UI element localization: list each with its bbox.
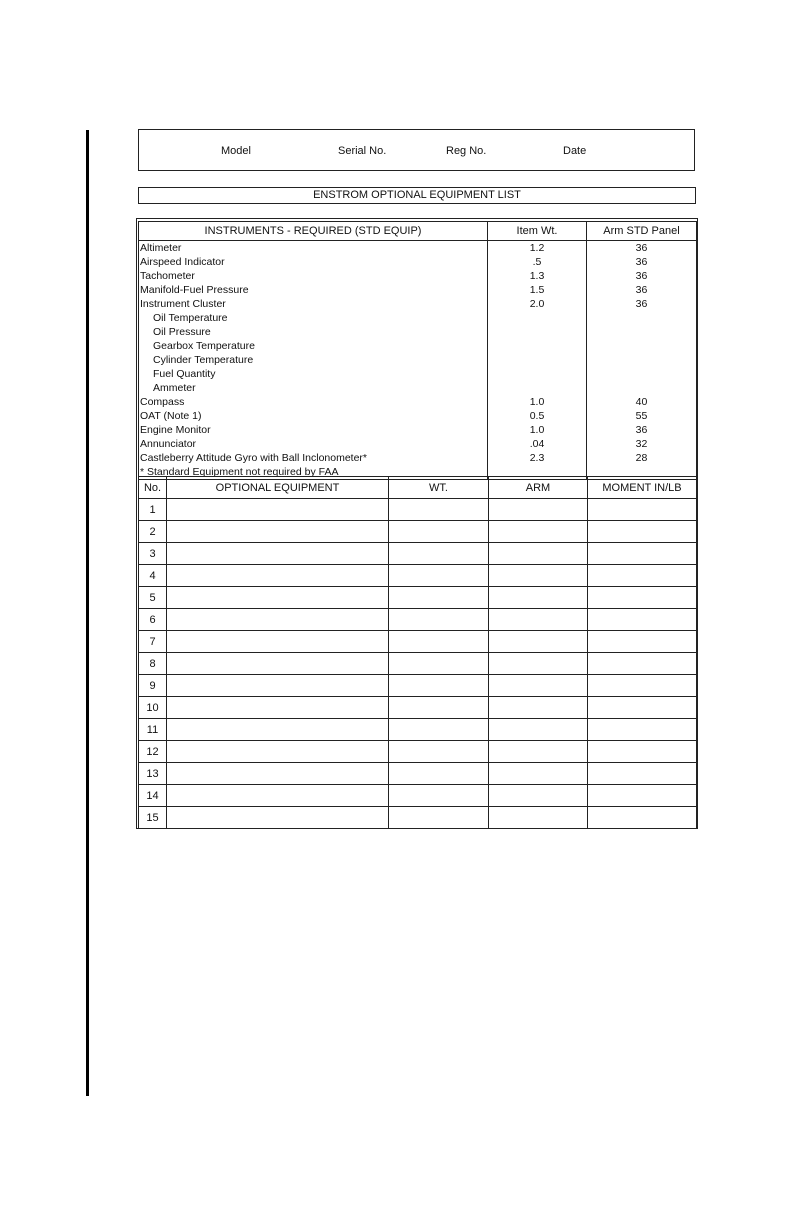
instrument-row xyxy=(139,367,697,381)
row-number: 9 xyxy=(139,675,167,697)
weight-entry-cell[interactable] xyxy=(389,675,489,697)
instrument-arm: 36 xyxy=(587,423,697,437)
instrument-weight: 1.0 xyxy=(488,423,587,437)
instrument-row xyxy=(139,311,697,325)
instrument-row xyxy=(139,255,697,269)
instrument-name: Oil Pressure xyxy=(139,325,488,339)
moment-entry-cell[interactable] xyxy=(588,565,697,587)
instrument-row xyxy=(139,437,697,451)
weight-entry-cell[interactable] xyxy=(389,785,489,807)
instrument-weight xyxy=(488,325,587,339)
row-number: 8 xyxy=(139,653,167,675)
optional-equipment-row xyxy=(139,697,697,719)
optional-equipment-row xyxy=(139,521,697,543)
instrument-weight xyxy=(488,339,587,353)
instrument-weight: 2.0 xyxy=(488,297,587,311)
instrument-arm xyxy=(587,339,697,353)
instrument-name: Annunciator xyxy=(139,437,488,451)
instrument-name: OAT (Note 1) xyxy=(139,409,488,423)
equipment-entry-cell[interactable] xyxy=(167,653,389,675)
equipment-entry-cell[interactable] xyxy=(167,587,389,609)
optional-equipment-row xyxy=(139,499,697,521)
row-number: 4 xyxy=(139,565,167,587)
moment-entry-cell[interactable] xyxy=(588,697,697,719)
registration-number-label: Reg No. xyxy=(446,145,487,157)
instrument-arm: 55 xyxy=(587,409,697,423)
instrument-row xyxy=(139,451,697,465)
optional-equipment-row xyxy=(139,631,697,653)
instrument-weight xyxy=(488,353,587,367)
required-instruments-table xyxy=(138,221,697,480)
instrument-name: Engine Monitor xyxy=(139,423,488,437)
moment-entry-cell[interactable] xyxy=(588,609,697,631)
instrument-weight: 1.0 xyxy=(488,395,587,409)
instrument-weight: 2.3 xyxy=(488,451,587,465)
weight-entry-cell[interactable] xyxy=(389,697,489,719)
optional-equipment-column-header: OPTIONAL EQUIPMENT xyxy=(167,477,389,499)
instrument-arm: 36 xyxy=(587,283,697,297)
instrument-arm: 36 xyxy=(587,269,697,283)
instrument-row xyxy=(139,339,697,353)
arm-entry-cell[interactable] xyxy=(489,653,588,675)
weight-entry-cell[interactable] xyxy=(389,609,489,631)
moment-entry-cell[interactable] xyxy=(588,741,697,763)
instrument-name: Tachometer xyxy=(139,269,488,283)
weight-column-header: WT. xyxy=(389,477,489,499)
optional-equipment-row xyxy=(139,741,697,763)
instrument-name: Compass xyxy=(139,395,488,409)
instrument-weight xyxy=(488,311,587,325)
instrument-row xyxy=(139,395,697,409)
row-number: 5 xyxy=(139,587,167,609)
row-number: 11 xyxy=(139,719,167,741)
optional-equipment-row xyxy=(139,675,697,697)
instrument-arm: 36 xyxy=(587,255,697,269)
instrument-weight: 1.3 xyxy=(488,269,587,283)
optional-equipment-row xyxy=(139,609,697,631)
moment-entry-cell[interactable] xyxy=(588,543,697,565)
moment-entry-cell[interactable] xyxy=(588,631,697,653)
arm-entry-cell[interactable] xyxy=(489,543,588,565)
instrument-arm xyxy=(587,381,697,395)
moment-entry-cell[interactable] xyxy=(588,587,697,609)
row-number: 15 xyxy=(139,807,167,829)
weight-entry-cell[interactable] xyxy=(389,565,489,587)
row-number: 6 xyxy=(139,609,167,631)
instrument-arm: 36 xyxy=(587,297,697,311)
row-number: 3 xyxy=(139,543,167,565)
equipment-entry-cell[interactable] xyxy=(167,675,389,697)
instrument-arm: 36 xyxy=(587,241,697,256)
equipment-entry-cell[interactable] xyxy=(167,543,389,565)
moment-entry-cell[interactable] xyxy=(588,653,697,675)
weight-entry-cell[interactable] xyxy=(389,521,489,543)
moment-entry-cell[interactable] xyxy=(588,521,697,543)
weight-entry-cell[interactable] xyxy=(389,741,489,763)
weight-entry-cell[interactable] xyxy=(389,807,489,829)
equipment-entry-cell[interactable] xyxy=(167,763,389,785)
equipment-entry-cell[interactable] xyxy=(167,807,389,829)
row-number: 10 xyxy=(139,697,167,719)
instrument-arm: 28 xyxy=(587,451,697,465)
row-number: 12 xyxy=(139,741,167,763)
optional-table-header-row xyxy=(139,477,697,499)
instrument-weight xyxy=(488,381,587,395)
weight-entry-cell[interactable] xyxy=(389,587,489,609)
equipment-entry-cell[interactable] xyxy=(167,499,389,521)
instrument-row xyxy=(139,353,697,367)
instrument-row xyxy=(139,325,697,339)
instrument-row xyxy=(139,423,697,437)
instrument-weight xyxy=(488,367,587,381)
instrument-arm: 40 xyxy=(587,395,697,409)
footnote: * Standard Equipment not required by FAA xyxy=(139,465,488,480)
row-number: 14 xyxy=(139,785,167,807)
instrument-weight: 1.5 xyxy=(488,283,587,297)
instrument-name: Airspeed Indicator xyxy=(139,255,488,269)
optional-equipment-table xyxy=(138,476,697,829)
moment-entry-cell[interactable] xyxy=(588,675,697,697)
moment-entry-cell[interactable] xyxy=(588,807,697,829)
instrument-row xyxy=(139,297,697,311)
optional-equipment-row xyxy=(139,719,697,741)
instruments-column-header: INSTRUMENTS - REQUIRED (STD EQUIP) xyxy=(139,222,488,241)
row-number: 1 xyxy=(139,499,167,521)
moment-entry-cell[interactable] xyxy=(588,785,697,807)
required-table-header-row xyxy=(139,222,697,241)
optional-equipment-row xyxy=(139,653,697,675)
instrument-weight: 1.2 xyxy=(488,241,587,256)
row-number: 7 xyxy=(139,631,167,653)
instrument-weight: .5 xyxy=(488,255,587,269)
optional-equipment-row xyxy=(139,565,697,587)
arm-column-header: ARM xyxy=(489,477,588,499)
instrument-row xyxy=(139,241,697,256)
instrument-row xyxy=(139,269,697,283)
instrument-name: Fuel Quantity xyxy=(139,367,488,381)
moment-entry-cell[interactable] xyxy=(588,763,697,785)
instrument-name: Cylinder Temperature xyxy=(139,353,488,367)
arm-entry-cell[interactable] xyxy=(489,565,588,587)
moment-column-header: MOMENT IN/LB xyxy=(588,477,697,499)
arm-entry-cell[interactable] xyxy=(489,763,588,785)
weight-entry-cell[interactable] xyxy=(389,499,489,521)
list-title: ENSTROM OPTIONAL EQUIPMENT LIST xyxy=(138,187,696,204)
model-label: Model xyxy=(221,145,251,157)
instrument-weight: .04 xyxy=(488,437,587,451)
instrument-arm xyxy=(587,325,697,339)
arm-entry-cell[interactable] xyxy=(489,675,588,697)
arm-entry-cell[interactable] xyxy=(489,719,588,741)
optional-equipment-row xyxy=(139,763,697,785)
date-label: Date xyxy=(563,145,587,157)
optional-equipment-row xyxy=(139,807,697,829)
weight-entry-cell[interactable] xyxy=(389,719,489,741)
weight-entry-cell[interactable] xyxy=(389,543,489,565)
instrument-row xyxy=(139,283,697,297)
instrument-name: Manifold-Fuel Pressure xyxy=(139,283,488,297)
row-number: 13 xyxy=(139,763,167,785)
moment-entry-cell[interactable] xyxy=(588,499,697,521)
instrument-name: Ammeter xyxy=(139,381,488,395)
instrument-name: Oil Temperature xyxy=(139,311,488,325)
arm-entry-cell[interactable] xyxy=(489,785,588,807)
arm-entry-cell[interactable] xyxy=(489,741,588,763)
instrument-row xyxy=(139,381,697,395)
instrument-name: Altimeter xyxy=(139,241,488,256)
optional-equipment-row xyxy=(139,785,697,807)
equipment-entry-cell[interactable] xyxy=(167,565,389,587)
arm-column-header: Arm STD Panel xyxy=(587,222,697,241)
arm-entry-cell[interactable] xyxy=(489,609,588,631)
weight-entry-cell[interactable] xyxy=(389,631,489,653)
equipment-entry-cell[interactable] xyxy=(167,521,389,543)
optional-equipment-row xyxy=(139,543,697,565)
weight-entry-cell[interactable] xyxy=(389,653,489,675)
arm-entry-cell[interactable] xyxy=(489,521,588,543)
change-bar xyxy=(86,130,89,1096)
serial-number-label: Serial No. xyxy=(338,145,387,157)
number-column-header: No. xyxy=(139,477,167,499)
arm-entry-cell[interactable] xyxy=(489,697,588,719)
moment-entry-cell[interactable] xyxy=(588,719,697,741)
arm-entry-cell[interactable] xyxy=(489,499,588,521)
instrument-arm xyxy=(587,353,697,367)
instrument-name: Instrument Cluster xyxy=(139,297,488,311)
optional-equipment-row xyxy=(139,587,697,609)
weight-entry-cell[interactable] xyxy=(389,763,489,785)
instrument-arm xyxy=(587,311,697,325)
arm-entry-cell[interactable] xyxy=(489,807,588,829)
instrument-name: Gearbox Temperature xyxy=(139,339,488,353)
equipment-entry-cell[interactable] xyxy=(167,631,389,653)
instrument-name: Castleberry Attitude Gyro with Ball Inclonometer* xyxy=(139,451,488,465)
instrument-weight: 0.5 xyxy=(488,409,587,423)
item-weight-column-header: Item Wt. xyxy=(488,222,587,241)
arm-entry-cell[interactable] xyxy=(489,631,588,653)
equipment-entry-cell[interactable] xyxy=(167,697,389,719)
equipment-entry-cell[interactable] xyxy=(167,741,389,763)
equipment-entry-cell[interactable] xyxy=(167,609,389,631)
row-number: 2 xyxy=(139,521,167,543)
equipment-entry-cell[interactable] xyxy=(167,785,389,807)
arm-entry-cell[interactable] xyxy=(489,587,588,609)
equipment-entry-cell[interactable] xyxy=(167,719,389,741)
instrument-row xyxy=(139,409,697,423)
instrument-arm xyxy=(587,367,697,381)
instrument-arm: 32 xyxy=(587,437,697,451)
aircraft-info-header xyxy=(138,129,695,171)
